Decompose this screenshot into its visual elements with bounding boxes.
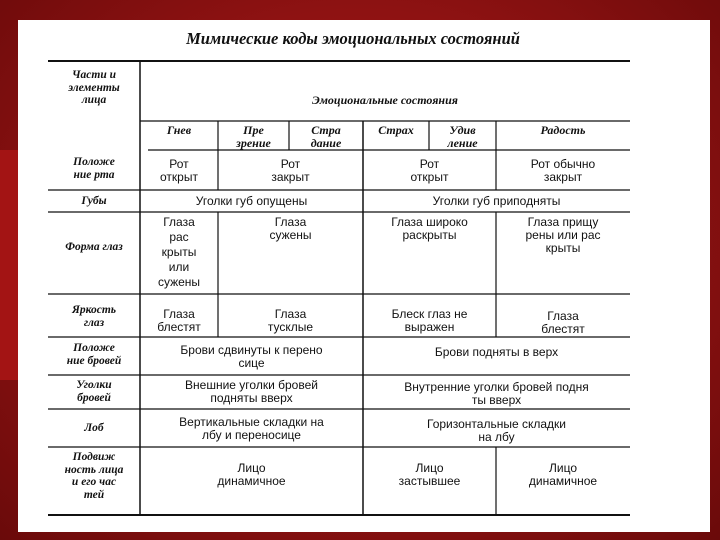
table-cell: Глаза рас крыты или сужены — [157, 215, 201, 289]
table-cell: Брови сдвинуты к перено сице — [180, 343, 323, 370]
row-label-eye-brightness: Яркость глаз — [71, 304, 117, 329]
table-cell: Лицо динамичное — [528, 461, 598, 488]
table-cell: Брови подняты в верх — [434, 345, 559, 359]
page-title: Мимические коды эмоциональных состояний — [186, 29, 520, 48]
document-page — [18, 20, 710, 532]
table-cell: Уголки губ опущены — [195, 194, 308, 208]
emotion-fear-header: Страх — [378, 123, 414, 137]
table-cell: Глаза тусклые — [267, 307, 314, 334]
row-label-forehead: Лоб — [84, 422, 104, 434]
table-cell: Внутренние уголки бровей подня ты вверх — [404, 380, 589, 407]
corner-header: Части и элементы лица — [68, 69, 120, 106]
row-label-mouth: Положе ние рта — [73, 156, 115, 181]
row-label-eye-shape: Форма глаз — [65, 241, 123, 253]
table-cell: Рот обычно закрыт — [530, 157, 596, 184]
table-cell: Глаза блестят — [157, 307, 201, 334]
table-cell: Глаза широко раскрыты — [391, 215, 468, 242]
table-cell: Рот открыт — [410, 157, 449, 184]
background-stripe — [0, 150, 18, 380]
row-label-mobility: Подвиж ность лица и его час тей — [64, 451, 124, 501]
emotion-suffering-header: Стра дание — [310, 123, 342, 150]
row-label-brow-corners: Уголки бровей — [76, 379, 112, 404]
table-cell: Вертикальные складки на лбу и переносице — [179, 415, 324, 442]
table-cell: Блеск глаз не выражен — [391, 307, 468, 334]
table-cell: Рот открыт — [160, 157, 198, 184]
table-cell: Лицо застывшее — [398, 461, 461, 488]
table-cell: Глаза сужены — [269, 215, 312, 242]
table-cell: Уголки губ приподняты — [432, 194, 561, 208]
table-cell: Глаза прищу рены или рас крыты — [525, 215, 601, 255]
emotion-anger-header: Гнев — [166, 123, 192, 137]
table-cell: Глаза блестят — [541, 309, 585, 336]
emotions-span-header: Эмоциональные состояния — [312, 93, 458, 107]
table-cell: Внешние уголки бровей подняты вверх — [185, 378, 318, 405]
emotion-joy-header: Радость — [540, 123, 586, 137]
row-label-lips: Губы — [81, 195, 107, 207]
table-cell: Горизонтальные складки на лбу — [427, 417, 566, 444]
row-label-brow-position: Положе ние бровей — [66, 342, 122, 367]
emotion-contempt-header: Пре зрение — [236, 123, 271, 150]
emotion-surprise-header: Удив ление — [447, 123, 478, 150]
table-cell: Рот закрыт — [271, 157, 310, 184]
table-cell: Лицо динамичное — [217, 461, 286, 488]
